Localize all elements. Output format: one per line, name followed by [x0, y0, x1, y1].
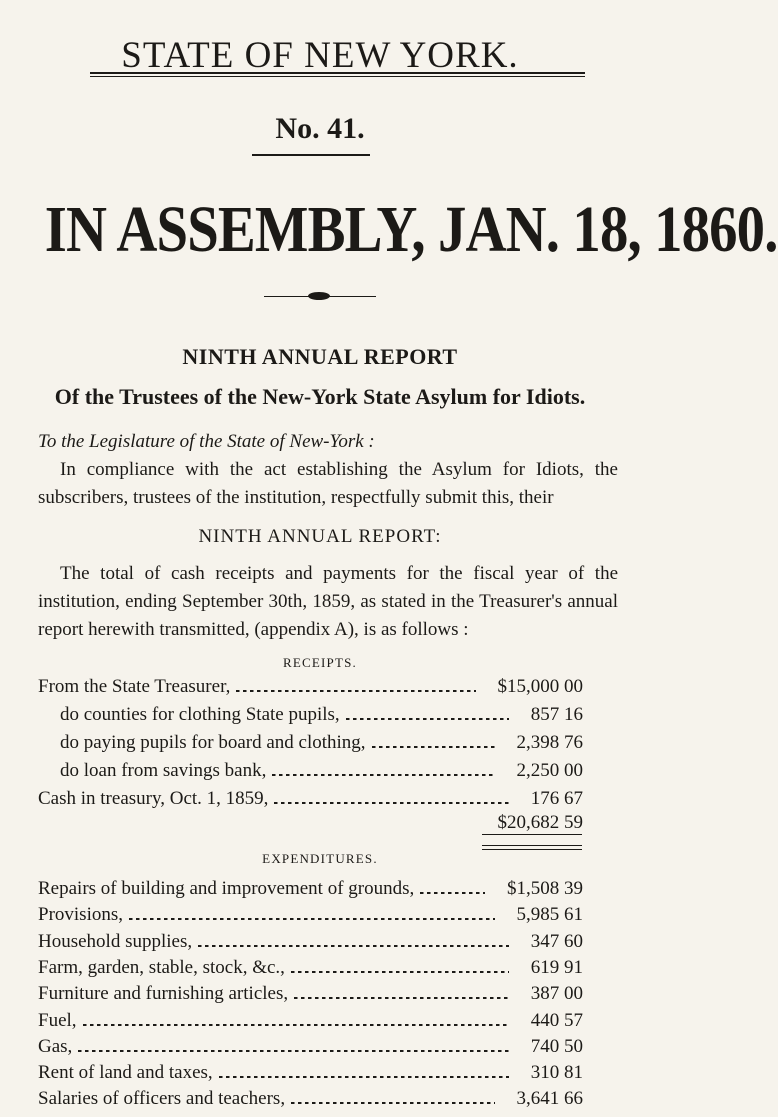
receipt-leader	[274, 798, 508, 804]
salutation: To the Legislature of the State of New-York :	[38, 431, 375, 452]
receipt-row	[0, 732, 640, 760]
report-title: NINTH ANNUAL REPORT	[182, 344, 458, 369]
receipt-leader	[272, 770, 494, 776]
receipt-row	[0, 704, 640, 732]
expenditure-row	[0, 904, 640, 932]
expenditure-leader	[294, 993, 509, 999]
expenditure-leader	[291, 1098, 494, 1104]
expenditure-label: Furniture and furnishing articles,	[38, 983, 289, 1005]
expenditure-amount: 347 60	[530, 930, 583, 952]
paragraph-intro: In compliance with the act establishing the Asylum for Idiots, the subscribers, trustees of the institution, respectfully submit this, their	[38, 459, 618, 508]
expenditure-row	[0, 983, 640, 1011]
expenditure-label: Rent of land and taxes,	[38, 1062, 213, 1084]
expenditure-leader	[78, 1046, 508, 1052]
title-rule-thin	[90, 76, 585, 77]
expenditure-label: Household supplies,	[38, 930, 193, 952]
expenditure-label: Repairs of building and improvement of grounds,	[38, 878, 415, 899]
expenditure-row	[0, 1088, 640, 1116]
expenditure-amount: 5,985 61	[516, 904, 583, 926]
expenditure-row	[0, 878, 640, 906]
report-subtitle: Of the Trustees of the New-York State Asylum for Idiots.	[54, 384, 586, 409]
total-double-rule-top	[482, 845, 582, 846]
expenditure-leader	[198, 941, 509, 947]
receipt-label: From the State Treasurer,	[38, 676, 231, 697]
expenditure-amount: 387 00	[530, 983, 583, 1005]
expenditure-leader	[291, 967, 509, 973]
receipt-row	[0, 760, 640, 788]
expenditure-leader	[420, 888, 485, 894]
receipt-label: do loan from savings bank,	[60, 760, 267, 781]
receipt-amount: 2,398 76	[516, 732, 583, 753]
total-double-rule-bottom	[482, 849, 582, 850]
expenditure-amount: 740 50	[530, 1035, 583, 1057]
ornament-icon	[308, 292, 330, 300]
receipt-amount: 2,250 00	[516, 760, 583, 781]
receipts-heading: RECEIPTS.	[282, 655, 357, 670]
receipt-label: Cash in treasury, Oct. 1, 1859,	[38, 788, 269, 809]
expenditure-amount: 3,641 66	[516, 1088, 583, 1110]
expenditure-label: Fuel,	[38, 1009, 77, 1031]
receipt-amount: $15,000 00	[497, 676, 583, 697]
receipts-total-row	[0, 812, 640, 840]
receipt-leader	[372, 742, 495, 748]
expenditure-row	[0, 1036, 640, 1064]
expenditure-leader	[129, 914, 495, 920]
expenditure-leader	[219, 1072, 509, 1078]
receipt-amount: 857 16	[530, 704, 583, 725]
expenditure-label: Provisions,	[38, 904, 123, 926]
receipt-label: do counties for clothing State pupils,	[60, 704, 340, 725]
receipt-row	[0, 676, 640, 704]
receipts-total: $20,682 59	[497, 812, 583, 833]
expenditures-heading: EXPENDITURES.	[262, 851, 378, 866]
state-title: STATE OF NEW YORK.	[121, 35, 519, 76]
report-heading: NINTH ANNUAL REPORT:	[198, 526, 442, 547]
receipt-leader	[346, 714, 509, 720]
expenditure-label: Farm, garden, stable, stock, &c.,	[38, 956, 285, 978]
assembly-date: IN ASSEMBLY, JAN. 18, 1860.	[44, 193, 778, 266]
receipt-amount: 176 67	[530, 788, 583, 809]
expenditure-row	[0, 1062, 640, 1090]
expenditure-amount: 440 57	[530, 1009, 583, 1031]
expenditure-amount: $1,508 39	[507, 878, 583, 899]
expenditure-amount: 619 91	[530, 956, 583, 978]
expenditure-row	[0, 1010, 640, 1038]
paragraph-cash: The total of cash receipts and payments for the fiscal year of the institution, ending September 30th, 1859, as stated in the Treasurer's annual report herewith transmitted, (appendix A), is as follows :	[38, 563, 618, 640]
document-number: No. 41.	[275, 112, 365, 145]
receipt-leader	[236, 686, 475, 692]
receipt-label: do paying pupils for board and clothing,	[60, 732, 366, 753]
title-rule	[90, 72, 585, 74]
expenditure-row	[0, 931, 640, 959]
expenditure-amount: 310 81	[530, 1062, 583, 1084]
expenditure-label: Gas,	[38, 1035, 73, 1057]
expenditure-label: Salaries of officers and teachers,	[38, 1088, 286, 1110]
expenditure-row	[0, 957, 640, 985]
number-rule	[252, 154, 370, 156]
expenditure-leader	[83, 1020, 509, 1026]
